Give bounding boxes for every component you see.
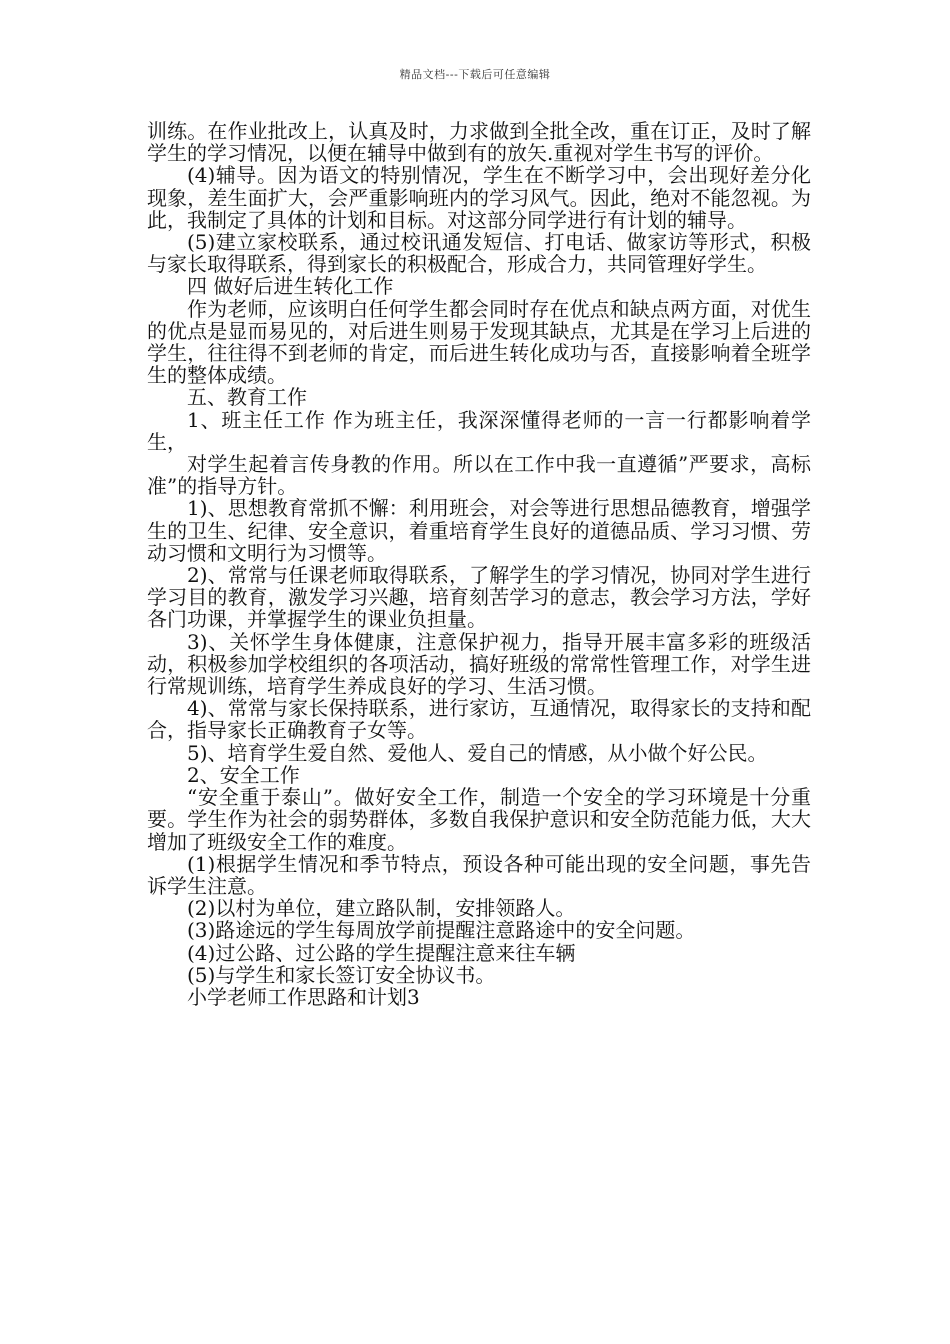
paragraph-item-4: 4)、常常与家长保持联系，进行家访，互通情况，取得家长的支持和配合，指导家长正确教育子女等。 (147, 696, 811, 743)
paragraph-continuation: 训练。在作业批改上，认真及时，力求做到全批全改，重在订正，及时了解学生的学习情况，以便在辅导中做到有的放矢.重视对学生书写的评价。 (147, 119, 811, 166)
section-heading-safety: 2、安全工作 (187, 762, 300, 787)
paragraph-underachievers: 作为老师，应该明白任何学生都会同时存在优点和缺点两方面，对优生的优点是显而易见的，对后进生则易于发现其缺点，尤其是在学习上后进的学生，往往得不到老师的肯定，而后进生转化成功与否，直接影响着全班学生的整体成绩。 (147, 296, 811, 388)
paragraph-head-teacher: 1、班主任工作 作为班主任，我深深懂得老师的一言一行都影响着学生， (147, 407, 811, 454)
paragraph-item-1: 1)、思想教育常抓不懈：利用班会，对会等进行思想品德教育，增强学生的卫生、纪律、安全意识，着重培育学生良好的道德品质、学习习惯、劳动习惯和文明行为习惯等。 (147, 496, 811, 565)
document-body (147, 120, 811, 1008)
paragraph-safety-intro: “安全重于泰山”。做好安全工作，制造一个安全的学习环境是十分重要。学生作为社会的弱势群体，多数自我保护意识和安全防范能力低，大大增加了班级安全工作的难度。 (147, 785, 811, 854)
paragraph-safety-2: (2)以村为单位，建立路队制，安排领路人。 (187, 896, 576, 921)
page-header: 精品文档---下载后可任意编辑 (399, 68, 551, 81)
section-heading-4: 四 做好后进生转化工作 (187, 274, 394, 299)
paragraph-safety-1: (1)根据学生情况和季节特点，预设各种可能出现的安全问题，事先告诉学生注意。 (147, 851, 811, 898)
paragraph-safety-4: (4)过公路、过公路的学生提醒注意来往车辆 (187, 940, 576, 965)
paragraph-role-model: 对学生起着言传身教的作用。所以在工作中我一直遵循”严要求，高标准”的指导方针。 (147, 452, 811, 499)
paragraph-item-2: 2)、常常与任课老师取得联系，了解学生的学习情况，协同对学生进行学习目的教育，激发学习兴趣，培育刻苦学习的意志，教会学习方法，学好各门功课，并掌握学生的课业负担量。 (147, 563, 811, 632)
section-heading-5: 五、教育工作 (187, 385, 307, 410)
document-subtitle: 小学老师工作思路和计划3 (187, 984, 420, 1009)
paragraph-home-school: (5)建立家校联系，通过校讯通发短信、打电话、做家访等形式，积极与家长取得联系，得到家长的积极配合，形成合力，共同管理好学生。 (147, 230, 811, 277)
paragraph-tutoring: (4)辅导。因为语文的特别情况，学生在不断学习中，会出现好差分化现象，差生面扩大，会严重影响班内的学习风气。因此，绝对不能忽视。为此，我制定了具体的计划和目标。对这部分同学进行有计划的辅导。 (147, 163, 811, 232)
paragraph-safety-3: (3)路途远的学生每周放学前提醒注意路途中的安全问题。 (187, 918, 696, 943)
paragraph-safety-5: (5)与学生和家长签订安全协议书。 (187, 962, 496, 987)
paragraph-item-5: 5)、培育学生爱自然、爱他人、爱自己的情感，从小做个好公民。 (187, 740, 768, 765)
paragraph-item-3: 3)、关怀学生身体健康，注意保护视力，指导开展丰富多彩的班级活动，积极参加学校组织的各项活动，搞好班级的常常性管理工作，对学生进行常规训练，培育学生养成良好的学习、生活习惯。 (147, 629, 811, 699)
